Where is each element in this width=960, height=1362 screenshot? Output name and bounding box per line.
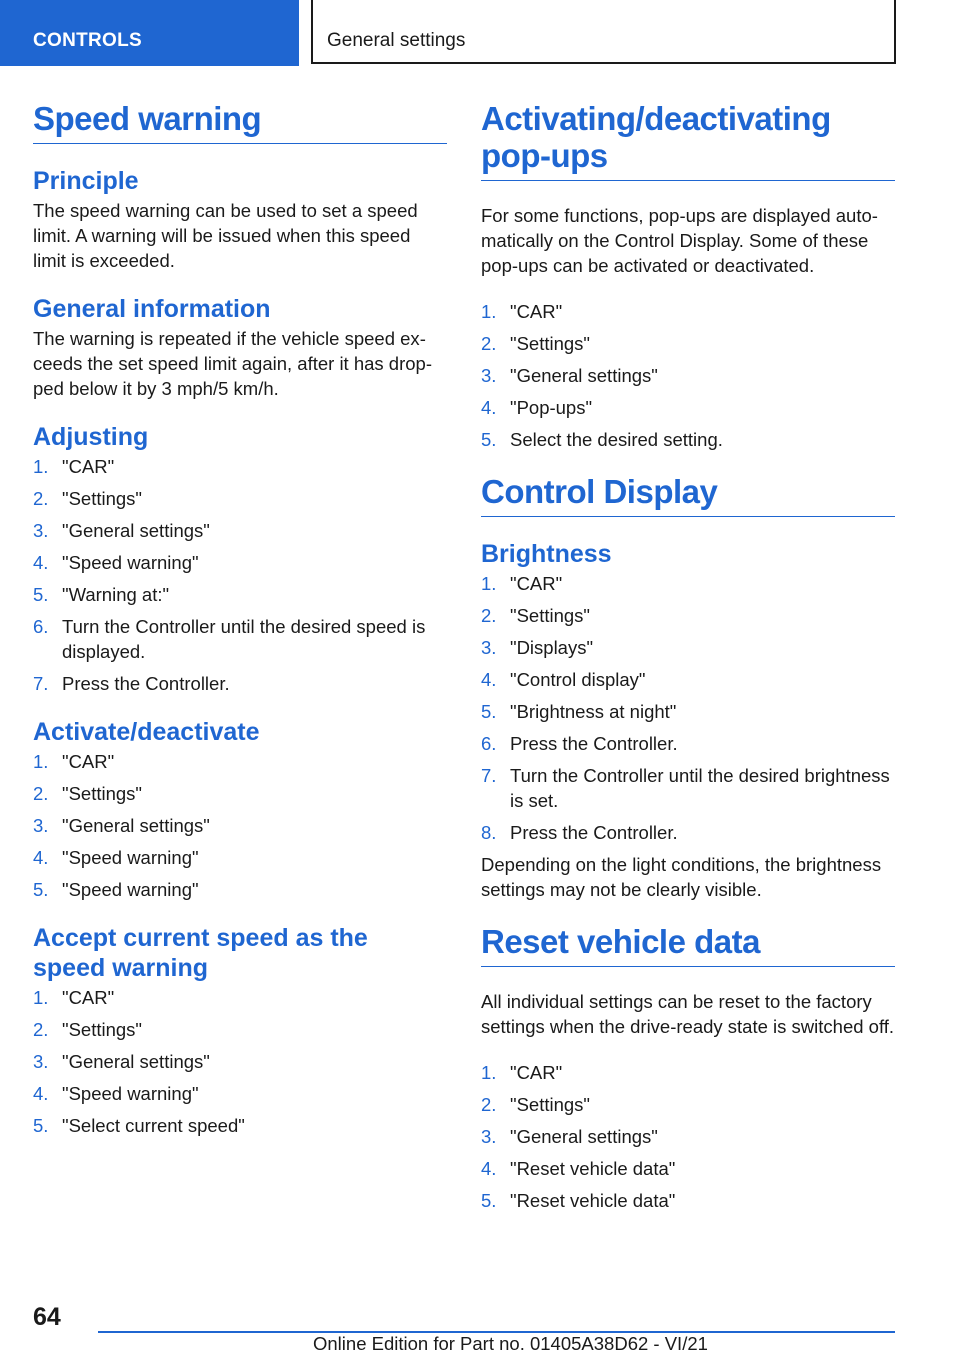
step-number: 5. [33,1115,49,1136]
step-number: 4. [481,1158,497,1179]
list-item [481,603,895,628]
heading-general-information: General information [33,295,271,323]
step-text: Select the desired setting. [510,429,723,450]
list-item [33,781,447,806]
heading-popups: Activating/deactivating pop-ups [481,100,895,181]
step-text: "Displays" [510,637,594,658]
principle-text: The speed warning can be used to set a speed limit. A warning will be issued when this speed limit is exceeded. [33,200,418,271]
step-number: 5. [481,429,497,450]
step-number: 5. [33,879,49,900]
list-item [33,582,447,607]
step-text: "Control display" [510,669,646,690]
heading-principle: Principle [33,167,139,195]
step-text: "Speed warning" [62,879,199,900]
list-item [33,845,447,870]
popups-text: For some functions, pop-ups are displayed automatically on the Control Display. Some of these pop-ups can be activated or deactivated. [481,205,878,276]
step-number: 7. [33,673,49,694]
list-item [481,363,895,388]
list-item [481,1124,895,1149]
list-item [33,749,447,774]
heading-reset-vehicle-data: Reset vehicle data [481,923,895,967]
list-item [33,1049,447,1074]
step-number: 1. [33,987,49,1008]
step-text: "Speed warning" [62,1083,199,1104]
heading-adjusting: Adjusting [33,423,149,451]
step-number: 3. [481,1126,497,1147]
step-number: 4. [33,552,49,573]
step-number: 3. [33,520,49,541]
step-text: "Speed warning" [62,552,199,573]
step-number: 2. [33,1019,49,1040]
list-item [481,299,895,324]
list-item [481,331,895,356]
edition-text: Online Edition for Part no. 01405A38D62 - VI/21 [313,1333,708,1354]
heading-brightness: Brightness [481,540,612,568]
step-number: 5. [481,1190,497,1211]
list-item [481,667,895,692]
heading-activate-deactivate: Activate/deactivate [33,718,260,746]
chapter-title: General settings [311,0,896,64]
heading-speed-warning: Speed warning [33,100,447,144]
step-text: "CAR" [62,751,115,772]
list-item [481,395,895,420]
step-number: 1. [481,573,497,594]
brightness-steps [481,571,895,845]
step-number: 2. [33,488,49,509]
list-item [33,486,447,511]
step-text: "CAR" [62,456,115,477]
page-header [0,0,960,66]
step-text: "Settings" [62,783,142,804]
step-text: "Settings" [510,1094,590,1115]
step-number: 2. [481,605,497,626]
step-text: Turn the Controller until the desired brightness is set. [510,765,890,811]
adjusting-steps [33,454,447,696]
step-text: "CAR" [510,1062,563,1083]
step-number: 3. [481,365,497,386]
step-number: 4. [481,669,497,690]
step-text: "Warning at:" [62,584,170,605]
list-item [481,635,895,660]
step-text: "General settings" [62,815,210,836]
step-text: Turn the Controller until the desired speed is displayed. [62,616,426,662]
step-number: 6. [33,616,49,637]
step-number: 3. [33,1051,49,1072]
step-text: "General settings" [62,1051,210,1072]
step-text: "Brightness at night" [510,701,677,722]
step-text: "Reset vehicle data" [510,1158,676,1179]
heading-accept-current-speed: Accept current speed as the speed warning [33,924,368,982]
list-item [481,763,895,813]
list-item [481,427,895,452]
section-tab: CONTROLS [0,0,299,66]
step-number: 2. [481,1094,497,1115]
step-text: "Settings" [62,488,142,509]
step-text: "Settings" [510,333,590,354]
step-number: 6. [481,733,497,754]
general-information-text: The warning is repeated if the vehicle speed exceeds the set speed limit again, after it has dropped below it by 3 mph/5 km/h. [33,328,433,399]
step-text: "CAR" [510,301,563,322]
step-text: Press the Controller. [510,733,678,754]
page-number: 64 [33,1303,61,1331]
step-text: Press the Controller. [62,673,230,694]
popups-steps [481,299,895,452]
step-number: 4. [33,847,49,868]
step-number: 1. [481,301,497,322]
list-item [33,454,447,479]
step-number: 3. [481,637,497,658]
list-item [33,518,447,543]
step-number: 8. [481,822,497,843]
list-item [33,985,447,1010]
step-number: 2. [33,783,49,804]
list-item [33,877,447,902]
list-item [481,1060,895,1085]
step-text: "General settings" [62,520,210,541]
step-text: "Settings" [510,605,590,626]
step-number: 7. [481,765,497,786]
step-text: "Pop-ups" [510,397,593,418]
heading-control-display: Control Display [481,473,895,517]
list-item [481,731,895,756]
accept-steps [33,985,447,1138]
step-number: 1. [33,456,49,477]
step-text: "CAR" [510,573,563,594]
list-item [33,1113,447,1138]
list-item [33,1017,447,1042]
step-text: "Speed warning" [62,847,199,868]
list-item [481,1188,895,1213]
left-column [33,100,447,1159]
step-number: 3. [33,815,49,836]
brightness-note: Depending on the light conditions, the brightness settings may not be clearly visible. [481,854,882,900]
list-item [481,1092,895,1117]
list-item [481,571,895,596]
step-text: "Select current speed" [62,1115,245,1136]
step-number: 4. [33,1083,49,1104]
list-item [33,813,447,838]
reset-steps [481,1060,895,1213]
step-number: 1. [481,1062,497,1083]
list-item [33,614,447,664]
list-item [481,699,895,724]
activate-steps [33,749,447,902]
list-item [481,1156,895,1181]
list-item [481,820,895,845]
list-item [33,671,447,696]
step-text: Press the Controller. [510,822,678,843]
step-number: 2. [481,333,497,354]
step-number: 1. [33,751,49,772]
step-text: "Settings" [62,1019,142,1040]
right-column [481,100,895,1234]
step-text: "Reset vehicle data" [510,1190,676,1211]
step-text: "General settings" [510,365,658,386]
step-number: 5. [33,584,49,605]
step-text: "General settings" [510,1126,658,1147]
step-number: 5. [481,701,497,722]
step-text: "CAR" [62,987,115,1008]
list-item [33,1081,447,1106]
list-item [33,550,447,575]
step-number: 4. [481,397,497,418]
reset-text: All individual settings can be reset to the factory settings when the drive-ready state is switched off. [481,991,895,1037]
